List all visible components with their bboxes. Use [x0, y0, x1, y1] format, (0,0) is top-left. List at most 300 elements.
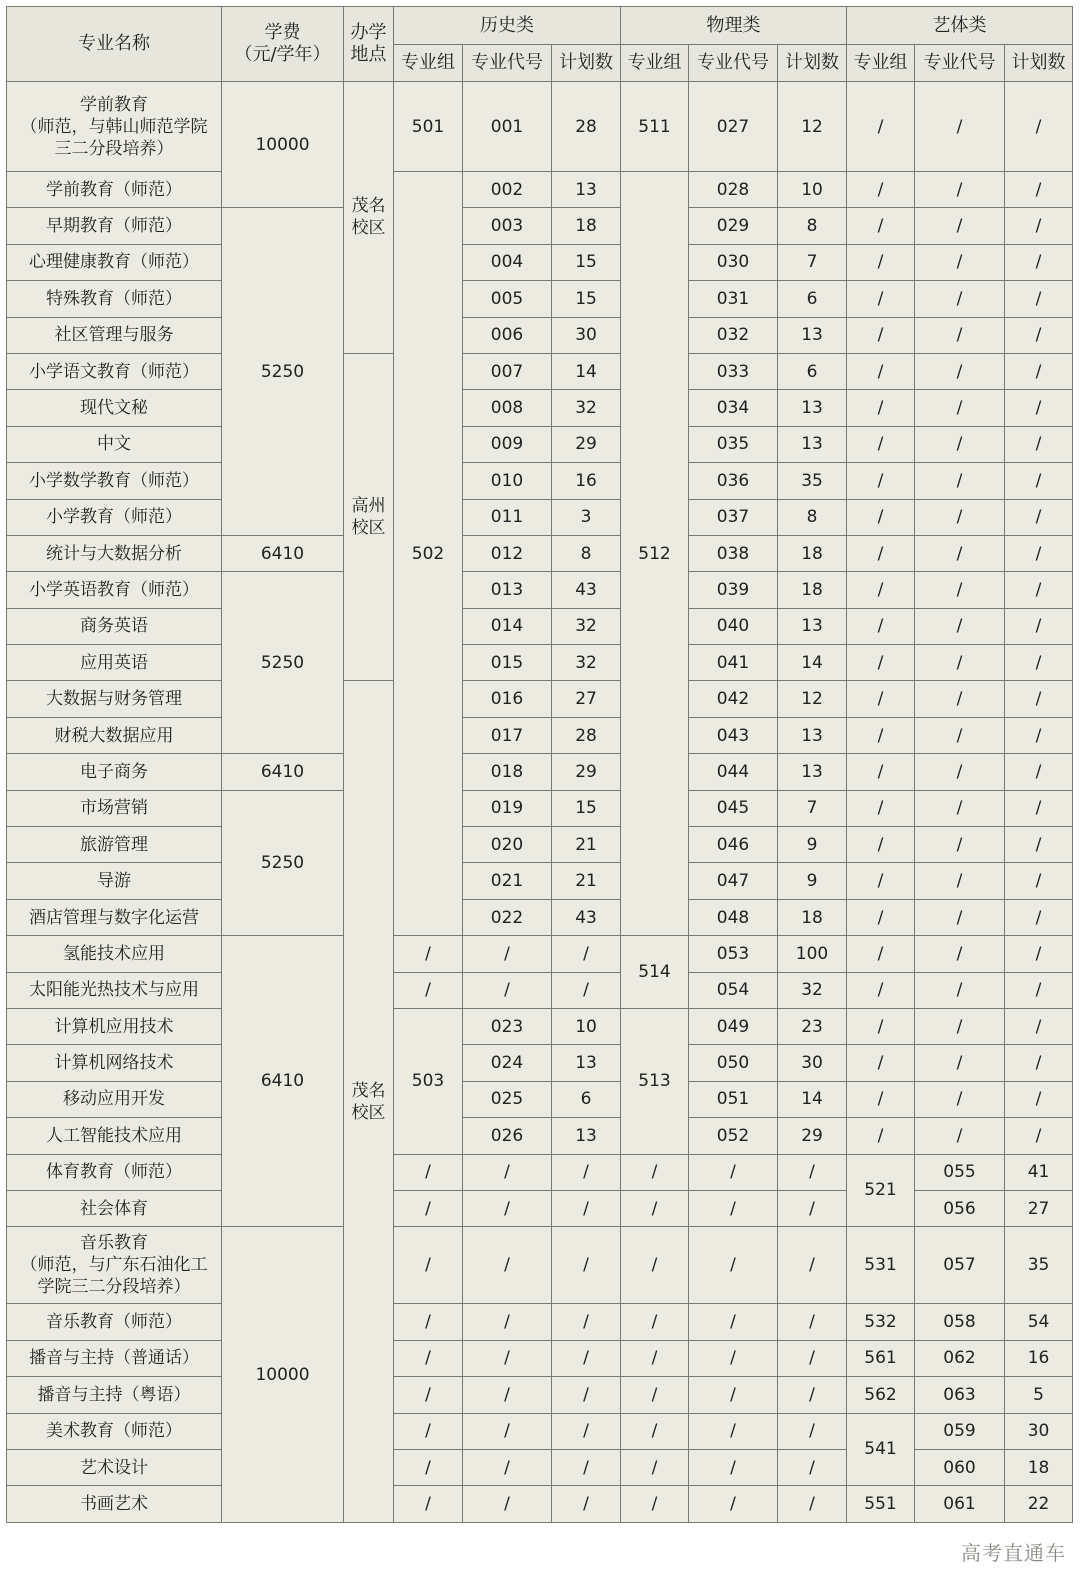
arts-plan: /	[1005, 535, 1073, 571]
table-row	[7, 572, 1073, 608]
physics-group: /	[621, 1304, 689, 1340]
subheader-physics-code: 专业代号	[689, 45, 778, 82]
history-plan: /	[552, 936, 621, 972]
arts-code: /	[915, 317, 1005, 353]
header-major: 专业名称	[7, 7, 222, 82]
arts-plan: /	[1005, 317, 1073, 353]
arts-group: /	[847, 244, 915, 280]
physics-plan: /	[778, 1304, 847, 1340]
history-plan: 15	[552, 281, 621, 317]
history-plan: /	[552, 1413, 621, 1449]
history-group: 502	[394, 172, 463, 936]
history-plan: 15	[552, 244, 621, 280]
arts-group: /	[847, 936, 915, 972]
table-row	[7, 1304, 1073, 1340]
physics-code: /	[689, 1449, 778, 1485]
table-row	[7, 426, 1073, 462]
arts-code: /	[915, 82, 1005, 172]
tuition-fee: 10000	[222, 1227, 344, 1522]
major-name: 计算机应用技术	[7, 1008, 222, 1044]
tuition-fee: 10000	[222, 82, 344, 208]
table-row	[7, 1081, 1073, 1117]
arts-plan: /	[1005, 463, 1073, 499]
history-code: 017	[463, 717, 552, 753]
subheader-history-code: 专业代号	[463, 45, 552, 82]
history-code: 009	[463, 426, 552, 462]
physics-plan: 13	[778, 390, 847, 426]
arts-code: /	[915, 717, 1005, 753]
arts-plan: /	[1005, 426, 1073, 462]
history-code: /	[463, 1190, 552, 1226]
arts-code: /	[915, 499, 1005, 535]
arts-group: /	[847, 1008, 915, 1044]
table-row	[7, 645, 1073, 681]
history-group: /	[394, 1413, 463, 1449]
major-name: 社会体育	[7, 1190, 222, 1226]
arts-plan: 30	[1005, 1413, 1073, 1449]
arts-code: /	[915, 353, 1005, 389]
history-code: 022	[463, 899, 552, 935]
major-name: 特殊教育（师范）	[7, 281, 222, 317]
header-arts: 艺体类	[847, 7, 1073, 45]
history-plan: /	[552, 1486, 621, 1522]
table-row	[7, 172, 1073, 208]
arts-plan: /	[1005, 353, 1073, 389]
arts-group: /	[847, 899, 915, 935]
arts-group: 551	[847, 1486, 915, 1522]
major-name: 学前教育 （师范，与韩山师范学院 三二分段培养）	[7, 82, 222, 172]
physics-code: /	[689, 1486, 778, 1522]
physics-code: 045	[689, 790, 778, 826]
history-plan: 32	[552, 390, 621, 426]
table-row	[7, 244, 1073, 280]
history-group: /	[394, 1377, 463, 1413]
major-name: 大数据与财务管理	[7, 681, 222, 717]
physics-plan: 12	[778, 681, 847, 717]
history-plan: 43	[552, 899, 621, 935]
major-name: 氢能技术应用	[7, 936, 222, 972]
physics-plan: 18	[778, 572, 847, 608]
physics-plan: /	[778, 1190, 847, 1226]
physics-plan: 8	[778, 208, 847, 244]
major-name: 书画艺术	[7, 1486, 222, 1522]
history-code: 016	[463, 681, 552, 717]
physics-group: /	[621, 1449, 689, 1485]
major-name: 早期教育（师范）	[7, 208, 222, 244]
physics-plan: 100	[778, 936, 847, 972]
physics-code: 035	[689, 426, 778, 462]
major-name: 社区管理与服务	[7, 317, 222, 353]
arts-plan: /	[1005, 499, 1073, 535]
physics-group: /	[621, 1486, 689, 1522]
arts-code: /	[915, 572, 1005, 608]
major-name: 体育教育（师范）	[7, 1154, 222, 1190]
history-code: 011	[463, 499, 552, 535]
arts-code: /	[915, 863, 1005, 899]
arts-code: /	[915, 281, 1005, 317]
table-row	[7, 899, 1073, 935]
physics-code: 031	[689, 281, 778, 317]
physics-plan: 23	[778, 1008, 847, 1044]
major-name: 旅游管理	[7, 827, 222, 863]
arts-plan: /	[1005, 790, 1073, 826]
physics-group: /	[621, 1413, 689, 1449]
table-row	[7, 681, 1073, 717]
arts-code: 056	[915, 1190, 1005, 1226]
physics-plan: 8	[778, 499, 847, 535]
history-plan: 27	[552, 681, 621, 717]
arts-plan: /	[1005, 244, 1073, 280]
table-row	[7, 1118, 1073, 1154]
physics-code: 038	[689, 535, 778, 571]
history-plan: /	[552, 1377, 621, 1413]
history-plan: 18	[552, 208, 621, 244]
history-plan: 32	[552, 645, 621, 681]
major-name: 计算机网络技术	[7, 1045, 222, 1081]
arts-group: 532	[847, 1304, 915, 1340]
history-plan: /	[552, 1304, 621, 1340]
arts-code: 063	[915, 1377, 1005, 1413]
table-row	[7, 1486, 1073, 1522]
history-code: 006	[463, 317, 552, 353]
arts-plan: /	[1005, 572, 1073, 608]
table-row	[7, 1154, 1073, 1190]
arts-group: /	[847, 281, 915, 317]
table-row	[7, 463, 1073, 499]
history-plan: /	[552, 1340, 621, 1376]
arts-group: /	[847, 82, 915, 172]
major-name: 导游	[7, 863, 222, 899]
history-code: 003	[463, 208, 552, 244]
major-name: 移动应用开发	[7, 1081, 222, 1117]
history-plan: 14	[552, 353, 621, 389]
history-plan: 43	[552, 572, 621, 608]
history-code: 026	[463, 1118, 552, 1154]
physics-code: /	[689, 1227, 778, 1304]
history-plan: 32	[552, 608, 621, 644]
physics-code: 036	[689, 463, 778, 499]
history-code: /	[463, 1304, 552, 1340]
arts-code: /	[915, 790, 1005, 826]
history-plan: 13	[552, 172, 621, 208]
history-group: 501	[394, 82, 463, 172]
arts-plan: /	[1005, 1045, 1073, 1081]
history-code: 014	[463, 608, 552, 644]
tuition-fee: 5250	[222, 208, 344, 536]
arts-plan: /	[1005, 899, 1073, 935]
physics-group: /	[621, 1227, 689, 1304]
physics-plan: 18	[778, 535, 847, 571]
history-plan: /	[552, 1227, 621, 1304]
physics-code: 032	[689, 317, 778, 353]
subheader-physics-plan: 计划数	[778, 45, 847, 82]
arts-plan: /	[1005, 754, 1073, 790]
history-code: /	[463, 972, 552, 1008]
history-plan: 6	[552, 1081, 621, 1117]
major-name: 小学教育（师范）	[7, 499, 222, 535]
arts-code: /	[915, 754, 1005, 790]
subheader-physics-group: 专业组	[621, 45, 689, 82]
history-plan: 10	[552, 1008, 621, 1044]
physics-code: 027	[689, 82, 778, 172]
physics-plan: 13	[778, 754, 847, 790]
campus: 高州 校区	[344, 353, 394, 681]
history-plan: /	[552, 972, 621, 1008]
arts-plan: /	[1005, 1081, 1073, 1117]
table-row	[7, 499, 1073, 535]
arts-code: /	[915, 463, 1005, 499]
arts-plan: 5	[1005, 1377, 1073, 1413]
physics-plan: 6	[778, 281, 847, 317]
physics-code: 049	[689, 1008, 778, 1044]
arts-plan: /	[1005, 208, 1073, 244]
physics-group: /	[621, 1154, 689, 1190]
physics-plan: 29	[778, 1118, 847, 1154]
arts-plan: 35	[1005, 1227, 1073, 1304]
physics-plan: 30	[778, 1045, 847, 1081]
physics-code: 041	[689, 645, 778, 681]
physics-code: 034	[689, 390, 778, 426]
physics-code: 047	[689, 863, 778, 899]
campus: 茂名 校区	[344, 681, 394, 1522]
physics-plan: 13	[778, 317, 847, 353]
arts-plan: /	[1005, 681, 1073, 717]
arts-code: /	[915, 972, 1005, 1008]
history-plan: 28	[552, 82, 621, 172]
history-code: 024	[463, 1045, 552, 1081]
major-name: 心理健康教育（师范）	[7, 244, 222, 280]
major-name: 小学语文教育（师范）	[7, 353, 222, 389]
history-group: /	[394, 1304, 463, 1340]
arts-group: /	[847, 208, 915, 244]
history-code: 018	[463, 754, 552, 790]
campus: 茂名 校区	[344, 82, 394, 354]
arts-group: /	[847, 717, 915, 753]
arts-group: /	[847, 827, 915, 863]
history-code: 010	[463, 463, 552, 499]
header-physics: 物理类	[621, 7, 847, 45]
physics-code: 051	[689, 1081, 778, 1117]
arts-group: /	[847, 426, 915, 462]
table-row	[7, 790, 1073, 826]
history-group: /	[394, 1154, 463, 1190]
table-row	[7, 827, 1073, 863]
history-plan: 21	[552, 863, 621, 899]
history-code: 001	[463, 82, 552, 172]
physics-plan: /	[778, 1377, 847, 1413]
major-name: 酒店管理与数字化运营	[7, 899, 222, 935]
major-name: 美术教育（师范）	[7, 1413, 222, 1449]
history-code: /	[463, 1377, 552, 1413]
physics-plan: 6	[778, 353, 847, 389]
physics-plan: 13	[778, 608, 847, 644]
arts-group: /	[847, 353, 915, 389]
table-row	[7, 717, 1073, 753]
history-plan: 13	[552, 1045, 621, 1081]
arts-code: 057	[915, 1227, 1005, 1304]
arts-plan: 27	[1005, 1190, 1073, 1226]
arts-code: /	[915, 535, 1005, 571]
physics-code: 050	[689, 1045, 778, 1081]
physics-plan: 9	[778, 863, 847, 899]
history-code: 004	[463, 244, 552, 280]
arts-plan: /	[1005, 608, 1073, 644]
history-plan: /	[552, 1449, 621, 1485]
header-history: 历史类	[394, 7, 621, 45]
history-code: 013	[463, 572, 552, 608]
major-name: 电子商务	[7, 754, 222, 790]
physics-group: /	[621, 1377, 689, 1413]
physics-plan: /	[778, 1340, 847, 1376]
physics-code: /	[689, 1190, 778, 1226]
arts-group: /	[847, 1045, 915, 1081]
physics-plan: 13	[778, 426, 847, 462]
arts-code: /	[915, 1008, 1005, 1044]
tuition-fee: 6410	[222, 754, 344, 790]
history-code: /	[463, 936, 552, 972]
physics-code: 044	[689, 754, 778, 790]
arts-plan: /	[1005, 717, 1073, 753]
major-name: 人工智能技术应用	[7, 1118, 222, 1154]
subheader-arts-plan: 计划数	[1005, 45, 1073, 82]
arts-group: /	[847, 535, 915, 571]
physics-plan: /	[778, 1413, 847, 1449]
major-name: 中文	[7, 426, 222, 462]
history-group: /	[394, 1486, 463, 1522]
arts-plan: /	[1005, 1118, 1073, 1154]
history-code: 021	[463, 863, 552, 899]
arts-group: /	[847, 463, 915, 499]
table-row	[7, 1008, 1073, 1044]
history-group: /	[394, 936, 463, 972]
arts-plan: 41	[1005, 1154, 1073, 1190]
arts-group: 541	[847, 1413, 915, 1486]
major-name: 学前教育（师范）	[7, 172, 222, 208]
arts-code: /	[915, 645, 1005, 681]
history-plan: 30	[552, 317, 621, 353]
table-row	[7, 754, 1073, 790]
arts-group: /	[847, 790, 915, 826]
history-plan: 29	[552, 754, 621, 790]
table-row	[7, 353, 1073, 389]
table-row	[7, 317, 1073, 353]
arts-plan: 22	[1005, 1486, 1073, 1522]
subheader-history-group: 专业组	[394, 45, 463, 82]
physics-code: 052	[689, 1118, 778, 1154]
arts-group: /	[847, 499, 915, 535]
history-plan: 16	[552, 463, 621, 499]
history-code: /	[463, 1340, 552, 1376]
physics-code: /	[689, 1154, 778, 1190]
history-group: /	[394, 1340, 463, 1376]
physics-group: /	[621, 1190, 689, 1226]
tuition-fee: 5250	[222, 790, 344, 936]
physics-plan: 18	[778, 899, 847, 935]
physics-group: 512	[621, 172, 689, 936]
table-row	[7, 608, 1073, 644]
major-name: 太阳能光热技术与应用	[7, 972, 222, 1008]
arts-group: /	[847, 572, 915, 608]
physics-code: 029	[689, 208, 778, 244]
physics-plan: 14	[778, 1081, 847, 1117]
history-code: 008	[463, 390, 552, 426]
physics-code: 033	[689, 353, 778, 389]
history-plan: 21	[552, 827, 621, 863]
physics-code: /	[689, 1413, 778, 1449]
arts-group: 521	[847, 1154, 915, 1227]
arts-code: 062	[915, 1340, 1005, 1376]
history-group: /	[394, 1190, 463, 1226]
arts-plan: 54	[1005, 1304, 1073, 1340]
arts-code: /	[915, 244, 1005, 280]
history-code: 025	[463, 1081, 552, 1117]
arts-plan: /	[1005, 172, 1073, 208]
subheader-history-plan: 计划数	[552, 45, 621, 82]
history-code: 002	[463, 172, 552, 208]
arts-code: /	[915, 681, 1005, 717]
physics-plan: 10	[778, 172, 847, 208]
arts-code: /	[915, 172, 1005, 208]
physics-code: 053	[689, 936, 778, 972]
physics-group: 514	[621, 936, 689, 1009]
physics-code: 040	[689, 608, 778, 644]
arts-code: /	[915, 608, 1005, 644]
physics-plan: 35	[778, 463, 847, 499]
arts-group: /	[847, 1118, 915, 1154]
history-plan: /	[552, 1154, 621, 1190]
arts-group: /	[847, 754, 915, 790]
physics-plan: 13	[778, 717, 847, 753]
major-name: 市场营销	[7, 790, 222, 826]
history-plan: 13	[552, 1118, 621, 1154]
physics-code: 042	[689, 681, 778, 717]
arts-plan: /	[1005, 827, 1073, 863]
physics-code: 037	[689, 499, 778, 535]
arts-group: 562	[847, 1377, 915, 1413]
arts-group: /	[847, 390, 915, 426]
physics-plan: 12	[778, 82, 847, 172]
arts-plan: /	[1005, 972, 1073, 1008]
subheader-arts-group: 专业组	[847, 45, 915, 82]
history-group: /	[394, 1227, 463, 1304]
physics-group: 511	[621, 82, 689, 172]
history-code: 012	[463, 535, 552, 571]
history-group: /	[394, 1449, 463, 1485]
watermark: 高考直通车	[961, 1541, 1066, 1565]
arts-code: 058	[915, 1304, 1005, 1340]
physics-code: 054	[689, 972, 778, 1008]
arts-code: /	[915, 1045, 1005, 1081]
major-name: 小学英语教育（师范）	[7, 572, 222, 608]
history-code: /	[463, 1413, 552, 1449]
table-row	[7, 1227, 1073, 1304]
physics-code: 039	[689, 572, 778, 608]
major-name: 音乐教育（师范）	[7, 1304, 222, 1340]
arts-plan: /	[1005, 390, 1073, 426]
arts-plan: /	[1005, 281, 1073, 317]
table-row	[7, 1340, 1073, 1376]
arts-plan: /	[1005, 863, 1073, 899]
physics-group: 513	[621, 1008, 689, 1154]
physics-plan: 32	[778, 972, 847, 1008]
history-code: /	[463, 1154, 552, 1190]
physics-code: 048	[689, 899, 778, 935]
arts-code: /	[915, 1081, 1005, 1117]
table-row	[7, 208, 1073, 244]
arts-plan: /	[1005, 82, 1073, 172]
major-name: 财税大数据应用	[7, 717, 222, 753]
history-code: /	[463, 1486, 552, 1522]
